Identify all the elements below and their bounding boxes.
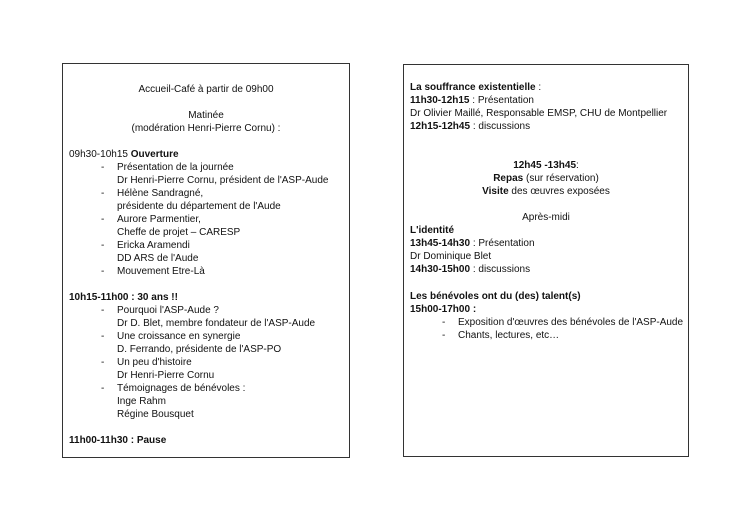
list-item-line: Régine Bousquet: [117, 409, 194, 420]
identite-text-1: : Présentation: [470, 238, 535, 249]
list-item-line: Un peu d'histoire: [117, 357, 192, 368]
identite-time-3: 14h30-15h00: [410, 264, 471, 275]
list-item-line: Aurore Parmentier,: [117, 214, 201, 225]
identite-time-1: 13h45-14h30: [410, 238, 471, 249]
repas-detail: (sur réservation): [523, 173, 599, 184]
visite-label: Visite: [482, 186, 509, 197]
trente-ans-heading: 10h15-11h00 : 30 ans !!: [69, 292, 178, 303]
list-item-line: D. Ferrando, présidente de l'ASP-PO: [117, 344, 282, 355]
list-item-line: Mouvement Etre-Là: [117, 266, 205, 277]
pause-line: 11h00-11h30 : Pause: [69, 435, 167, 446]
repas-time-suffix: :: [576, 160, 579, 171]
list-item-line: Cheffe de projet – CARESP: [117, 227, 241, 238]
souffrance-title-suffix: :: [535, 82, 542, 93]
souffrance-speaker: Dr Olivier Maillé, Responsable EMSP, CHU de Montpellier: [410, 108, 668, 119]
souffrance-text-3: : discussions: [470, 121, 531, 132]
identite-speaker: Dr Dominique Blet: [410, 251, 492, 262]
ouverture-heading: [69, 148, 179, 161]
left-program-panel: Accueil-Café à partir de 09h00 Matinée (modération Henri-Pierre Cornu) : 09h30-10h15 Ouverture - Présentation de la journée Dr Henri-Pierre Cornu, président de l'ASP-Aude - Hélène Sandragné, présidente du département de l'Aude - Aurore Parmentier, Cheffe de projet – CARESP - Ericka Aramendi DD ARS de l'Aude - Mouvement Etre-Là 10h15-11h00 : 30 ans !! - Pourquoi l'ASP-Aude ? Dr D. Blet, membre fondateur de l'ASP-Aude - Une croissance en synergie D. Ferrando, présidente de l'ASP-PO - Un peu d'histoire Dr Henri-Pierre Cornu - Témoignages de bénévoles : Inge Rahm Régine Bousquet 11h00-11h30 : Pause: [62, 63, 350, 458]
identite-text-3: : discussions: [470, 264, 531, 275]
list-item-line: Une croissance en synergie: [117, 331, 241, 342]
list-item-line: Hélène Sandragné,: [117, 188, 204, 199]
list-item-line: Dr D. Blet, membre fondateur de l'ASP-Aude: [117, 318, 316, 329]
list-item-line: Témoignages de bénévoles :: [117, 383, 246, 394]
souffrance-title-line: [410, 81, 541, 94]
accueil-line: Accueil-Café à partir de 09h00: [138, 84, 274, 95]
souffrance-line-1: [410, 94, 534, 107]
ouverture-title: Ouverture: [130, 149, 179, 160]
identite-line-1: [410, 237, 535, 250]
souffrance-title: La souffrance existentielle: [410, 82, 536, 93]
visite-detail: des œuvres exposées: [508, 186, 610, 197]
right-program-panel: La souffrance existentielle : 11h30-12h15 : Présentation Dr Olivier Maillé, Responsable EMSP, CHU de Montpellier 12h15-12h45 : discussions 12h45 -13h45: Repas (sur réservation) Visite des œuvres exposées Après-midi L'identité 13h45-14h30 : Présentation Dr Dominique Blet 14h30-15h00 : discussions Les bénévoles ont du (des) talent(s) 15h00-17h00 : - Exposition d'œuvres des bénévoles de l'ASP-Aude - Chants, lectures, etc…: [403, 64, 689, 457]
list-item-line: Dr Henri-Pierre Cornu, président de l'ASP-Aude: [117, 175, 329, 186]
repas-label: Repas: [493, 173, 524, 184]
benevoles-time: 15h00-17h00 :: [410, 304, 477, 315]
ouverture-time: 09h30-10h15: [69, 149, 128, 160]
visite-line: [404, 185, 688, 198]
souffrance-text-1: : Présentation: [469, 95, 534, 106]
list-item-line: Inge Rahm: [117, 396, 166, 407]
list-item-line: DD ARS de l'Aude: [117, 253, 199, 264]
list-item-line: Exposition d'œuvres des bénévoles de l'ASP-Aude: [458, 317, 684, 328]
matinee-heading: Matinée: [188, 110, 224, 121]
identite-title: L'identité: [410, 225, 455, 236]
list-item-line: Pourquoi l'ASP-Aude ?: [117, 305, 219, 316]
apres-midi-heading: Après-midi: [522, 212, 570, 223]
souffrance-time-1: 11h30-12h15: [410, 95, 470, 106]
moderation-line: (modération Henri-Pierre Cornu) :: [131, 123, 281, 134]
souffrance-time-3: 12h15-12h45: [410, 121, 471, 132]
repas-line: [404, 172, 688, 185]
repas-time: [404, 159, 688, 172]
identite-line-3: [410, 263, 530, 276]
list-item-line: présidente du département de l'Aude: [117, 201, 281, 212]
list-item-line: Présentation de la journée: [117, 162, 234, 173]
list-item-line: Ericka Aramendi: [117, 240, 190, 251]
benevoles-title: Les bénévoles ont du (des) talent(s): [410, 291, 581, 302]
list-item-line: Dr Henri-Pierre Cornu: [117, 370, 215, 381]
list-item-line: Chants, lectures, etc…: [458, 330, 560, 341]
repas-time-value: 12h45 -13h45: [513, 160, 577, 171]
souffrance-line-3: [410, 120, 530, 133]
